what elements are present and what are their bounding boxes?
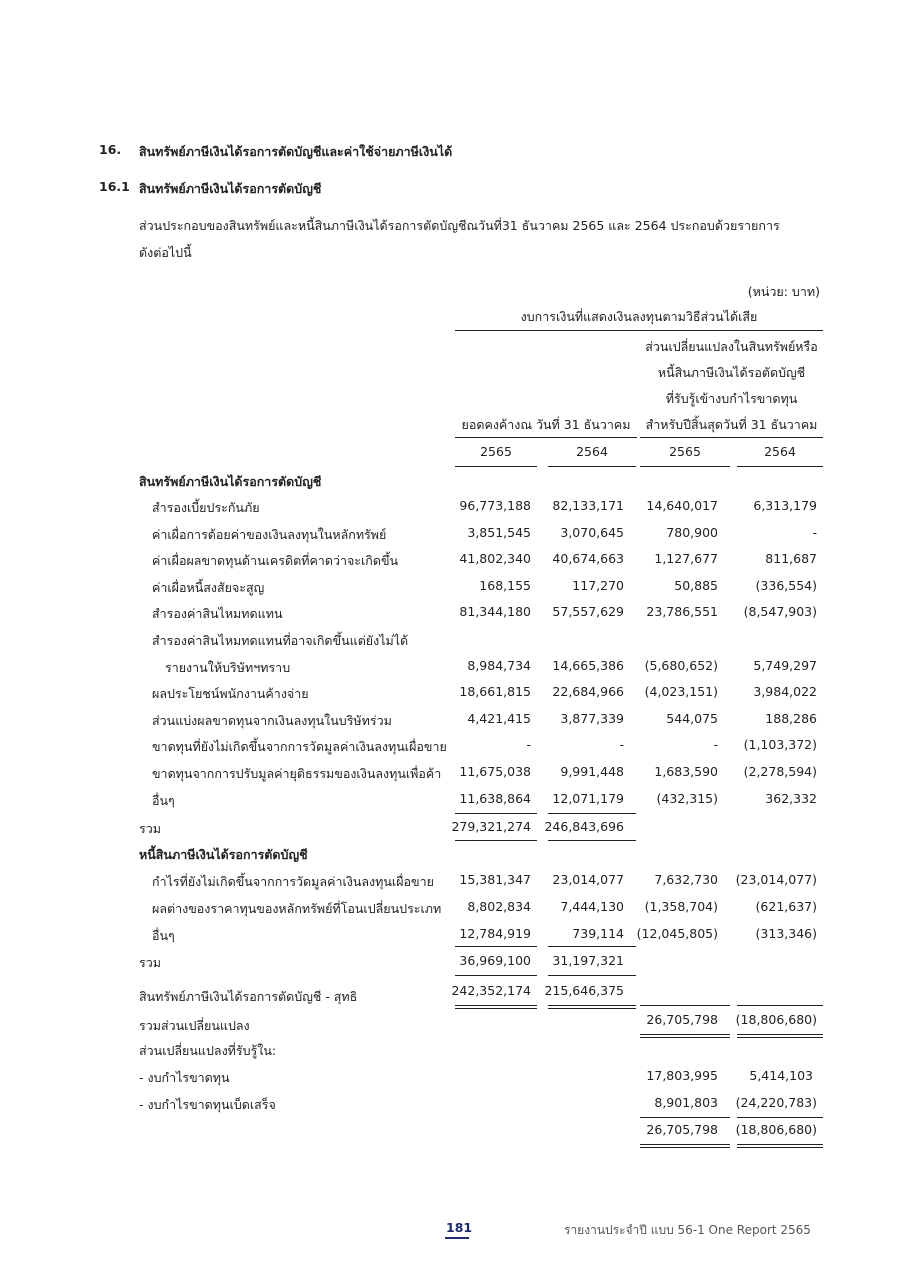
row-label: สำรองค่าสินไหมทดแทนที่อาจเกิดขึ้นแต่ยังไม่ได้ bbox=[152, 633, 409, 648]
row-value: (12,045,805) bbox=[636, 926, 718, 941]
row-label: อื่นๆ bbox=[152, 792, 175, 808]
assets-total-2565: 279,321,274 bbox=[451, 819, 531, 834]
change-header-line-4: สำหรับปีสิ้นสุดวันที่ 31 ธันวาคม bbox=[645, 417, 818, 432]
row-value: 57,557,629 bbox=[552, 604, 624, 620]
total-change-label: รวมส่วนเปลี่ยนแปลง bbox=[139, 1018, 250, 1033]
row-value: (23,014,077) bbox=[735, 872, 817, 887]
rule bbox=[455, 946, 537, 947]
row-label: ค่าเผื่อหนี้สงสัยจะสูญ bbox=[152, 579, 265, 595]
section-number: 16. bbox=[99, 142, 122, 157]
row-value: 3,851,545 bbox=[467, 524, 531, 540]
assets-total-2564: 246,843,696 bbox=[544, 819, 624, 834]
recognized-row-label: - งบกำไรขาดทุนเบ็ดเสร็จ bbox=[139, 1097, 276, 1112]
row-value: 3,984,022 bbox=[753, 684, 817, 700]
net-2565: 242,352,174 bbox=[451, 983, 531, 998]
year-header: 2565 bbox=[480, 444, 512, 459]
row-label: รายงานให้บริษัทฯทราบ bbox=[165, 659, 291, 675]
row-label: สำรองค่าสินไหมทดแทน bbox=[152, 606, 283, 622]
liabilities-total-2565: 36,969,100 bbox=[459, 953, 531, 968]
year-header: 2565 bbox=[669, 444, 701, 459]
balance-header: ยอดคงค้างณ วันที่ 31 ธันวาคม bbox=[461, 417, 631, 432]
row-value: 18,661,815 bbox=[459, 684, 531, 700]
row-value: (5,680,652) bbox=[644, 657, 718, 673]
year-header: 2564 bbox=[764, 444, 796, 459]
rule bbox=[640, 466, 730, 467]
row-label: ค่าเผื่อการด้อยค่าของเงินลงทุนในหลักทรัพย์ bbox=[152, 526, 387, 542]
double-rule bbox=[737, 1147, 823, 1148]
recognized-total-2565: 26,705,798 bbox=[646, 1122, 718, 1137]
change-header-line-2: หนี้สินภาษีเงินได้รอตัดบัญชี bbox=[657, 365, 806, 380]
row-label: กำไรที่ยังไม่เกิดขึ้นจากการวัดมูลค่าเงินลงทุนเผื่อขาย bbox=[152, 874, 434, 889]
row-value: 5,749,297 bbox=[753, 657, 817, 673]
recognized-row-label: - งบกำไรขาดทุน bbox=[139, 1070, 230, 1085]
recognized-label: ส่วนเปลี่ยนแปลงที่รับรู้ใน: bbox=[139, 1043, 277, 1058]
recognized-total-2564: (18,806,680) bbox=[735, 1122, 817, 1137]
row-value: 3,070,645 bbox=[560, 524, 624, 540]
row-value: (1,103,372) bbox=[743, 737, 817, 753]
year-header: 2564 bbox=[576, 444, 608, 459]
double-rule bbox=[548, 1008, 636, 1009]
double-rule bbox=[640, 1147, 730, 1148]
row-value: 14,665,386 bbox=[552, 657, 624, 673]
row-value: (336,554) bbox=[755, 577, 817, 593]
recognized-row-2565: 17,803,995 bbox=[646, 1068, 718, 1083]
rule bbox=[548, 946, 636, 947]
row-value: 14,640,017 bbox=[646, 498, 718, 513]
row-value: 96,773,188 bbox=[459, 498, 531, 513]
rule bbox=[737, 466, 823, 467]
row-label: ค่าเผื่อผลขาดทุนด้านเครดิตที่คาดว่าจะเกิดขึ้น bbox=[152, 553, 399, 569]
double-rule bbox=[640, 1144, 730, 1145]
rule bbox=[548, 840, 636, 841]
assets-title: สินทรัพย์ภาษีเงินได้รอการตัดบัญชี bbox=[139, 474, 322, 489]
row-value: 4,421,415 bbox=[467, 710, 531, 726]
intro-paragraph-line-2: ดังต่อไปนี้ bbox=[139, 245, 192, 260]
row-value: - bbox=[619, 737, 624, 753]
row-value: 1,127,677 bbox=[654, 551, 718, 567]
row-label: ขาดทุนที่ยังไม่เกิดขึ้นจากการวัดมูลค่าเงินลงทุนเผื่อขาย bbox=[152, 739, 447, 755]
unit-label: (หน่วย: บาท) bbox=[747, 284, 820, 299]
row-value: 50,885 bbox=[674, 577, 718, 593]
recognized-row-2564: 5,414,103 bbox=[749, 1068, 813, 1083]
rule bbox=[548, 813, 636, 814]
intro-paragraph-line-1: ส่วนประกอบของสินทรัพย์และหนี้สินภาษีเงินได้รอการตัดบัญชีณวันที่31 ธันวาคม 2565 และ 2564 ประกอบด้วยรายการ bbox=[139, 218, 780, 233]
row-value: (1,358,704) bbox=[644, 899, 718, 914]
row-label: ผลต่างของราคาทุนของหลักทรัพย์ที่โอนเปลี่ยนประเภท bbox=[152, 901, 442, 916]
footer-report-title: รายงานประจำปี แบบ 56-1 One Report 2565 bbox=[564, 1223, 811, 1237]
row-value: 544,075 bbox=[666, 710, 718, 726]
subsection-title: สินทรัพย์ภาษีเงินได้รอการตัดบัญชี bbox=[139, 181, 322, 196]
row-value: 3,877,339 bbox=[560, 710, 624, 726]
liabilities-title: หนี้สินภาษีเงินได้รอการตัดบัญชี bbox=[139, 847, 308, 862]
row-value: 8,984,734 bbox=[467, 657, 531, 673]
change-header-line-3: ที่รับรู้เข้างบกำไรขาดทุน bbox=[665, 391, 798, 406]
rule bbox=[737, 1005, 823, 1006]
row-value: 6,313,179 bbox=[753, 498, 817, 513]
row-value: 168,155 bbox=[479, 577, 531, 593]
row-value: 81,344,180 bbox=[459, 604, 531, 620]
recognized-row-2565: 8,901,803 bbox=[654, 1095, 718, 1110]
rule bbox=[548, 975, 636, 976]
row-value: 8,802,834 bbox=[467, 899, 531, 914]
liabilities-total-2564: 31,197,321 bbox=[552, 953, 624, 968]
row-value: 11,675,038 bbox=[459, 764, 531, 779]
double-rule bbox=[548, 1005, 636, 1006]
net-label: สินทรัพย์ภาษีเงินได้รอการตัดบัญชี - สุทธิ bbox=[139, 989, 358, 1004]
row-value: 7,444,130 bbox=[560, 899, 624, 914]
table-group-header: งบการเงินที่แสดงเงินลงทุนตามวิธีส่วนได้เสีย bbox=[520, 309, 758, 324]
row-value: (432,315) bbox=[656, 790, 718, 806]
rule bbox=[455, 813, 537, 814]
row-value: 9,991,448 bbox=[560, 764, 624, 779]
page-number-underline bbox=[445, 1237, 469, 1239]
row-value: 739,114 bbox=[572, 926, 624, 941]
row-value: (8,547,903) bbox=[743, 604, 817, 620]
rule bbox=[455, 466, 537, 467]
row-label: สำรองเบี้ยประกันภัย bbox=[152, 500, 260, 515]
row-value: 15,381,347 bbox=[459, 872, 531, 887]
row-label: ขาดทุนจากการปรับมูลค่ายุติธรรมของเงินลงทุนเพื่อค้า bbox=[152, 766, 442, 781]
row-value: - bbox=[526, 737, 531, 753]
double-rule bbox=[455, 1005, 537, 1006]
row-value: (621,637) bbox=[755, 899, 817, 914]
row-value: 1,683,590 bbox=[654, 764, 718, 779]
row-value: 188,286 bbox=[765, 710, 817, 726]
row-label: อื่นๆ bbox=[152, 928, 175, 943]
row-value: (313,346) bbox=[755, 926, 817, 941]
rule bbox=[640, 1117, 730, 1118]
section-title: สินทรัพย์ภาษีเงินได้รอการตัดบัญชีและค่าใช้จ่ายภาษีเงินได้ bbox=[139, 144, 453, 159]
total-change-2565: 26,705,798 bbox=[646, 1012, 718, 1027]
row-value: 12,071,179 bbox=[552, 790, 624, 806]
liabilities-total-label: รวม bbox=[139, 955, 161, 970]
row-label: ผลประโยชน์พนักงานค้างจ่าย bbox=[152, 686, 309, 702]
row-value: - bbox=[812, 524, 817, 540]
row-value: 117,270 bbox=[572, 577, 624, 593]
row-value: 780,900 bbox=[666, 524, 718, 540]
row-value: 23,786,551 bbox=[646, 604, 718, 620]
row-value: 23,014,077 bbox=[552, 872, 624, 887]
row-value: 12,784,919 bbox=[459, 926, 531, 941]
row-value: 11,638,864 bbox=[459, 790, 531, 806]
double-rule bbox=[737, 1037, 823, 1038]
row-value: - bbox=[713, 737, 718, 753]
row-value: (2,278,594) bbox=[743, 764, 817, 779]
double-rule bbox=[737, 1144, 823, 1145]
row-value: 41,802,340 bbox=[459, 551, 531, 567]
double-rule bbox=[455, 1008, 537, 1009]
header-rule bbox=[640, 437, 823, 438]
double-rule bbox=[737, 1034, 823, 1035]
row-value: 40,674,663 bbox=[552, 551, 624, 567]
subsection-number: 16.1 bbox=[99, 179, 130, 194]
net-2564: 215,646,375 bbox=[544, 983, 624, 998]
row-value: 82,133,171 bbox=[552, 498, 624, 513]
total-change-2564: (18,806,680) bbox=[735, 1012, 817, 1027]
row-label: ส่วนแบ่งผลขาดทุนจากเงินลงทุนในบริษัทร่วม bbox=[152, 712, 392, 728]
rule bbox=[640, 1005, 730, 1006]
double-rule bbox=[640, 1034, 730, 1035]
rule bbox=[737, 1117, 823, 1118]
recognized-row-2564: (24,220,783) bbox=[735, 1095, 817, 1110]
row-value: (4,023,151) bbox=[644, 684, 718, 700]
double-rule bbox=[640, 1037, 730, 1038]
header-rule bbox=[455, 330, 823, 331]
row-value: 811,687 bbox=[765, 551, 817, 567]
change-header-line-1: ส่วนเปลี่ยนแปลงในสินทรัพย์หรือ bbox=[645, 339, 818, 354]
rule bbox=[455, 840, 537, 841]
row-value: 362,332 bbox=[765, 790, 817, 806]
assets-total-label: รวม bbox=[139, 821, 161, 836]
page-number: 181 bbox=[446, 1220, 473, 1235]
row-value: 7,632,730 bbox=[654, 872, 718, 887]
rule bbox=[455, 975, 537, 976]
row-value: 22,684,966 bbox=[552, 684, 624, 700]
header-rule bbox=[455, 437, 637, 438]
rule bbox=[548, 466, 636, 467]
